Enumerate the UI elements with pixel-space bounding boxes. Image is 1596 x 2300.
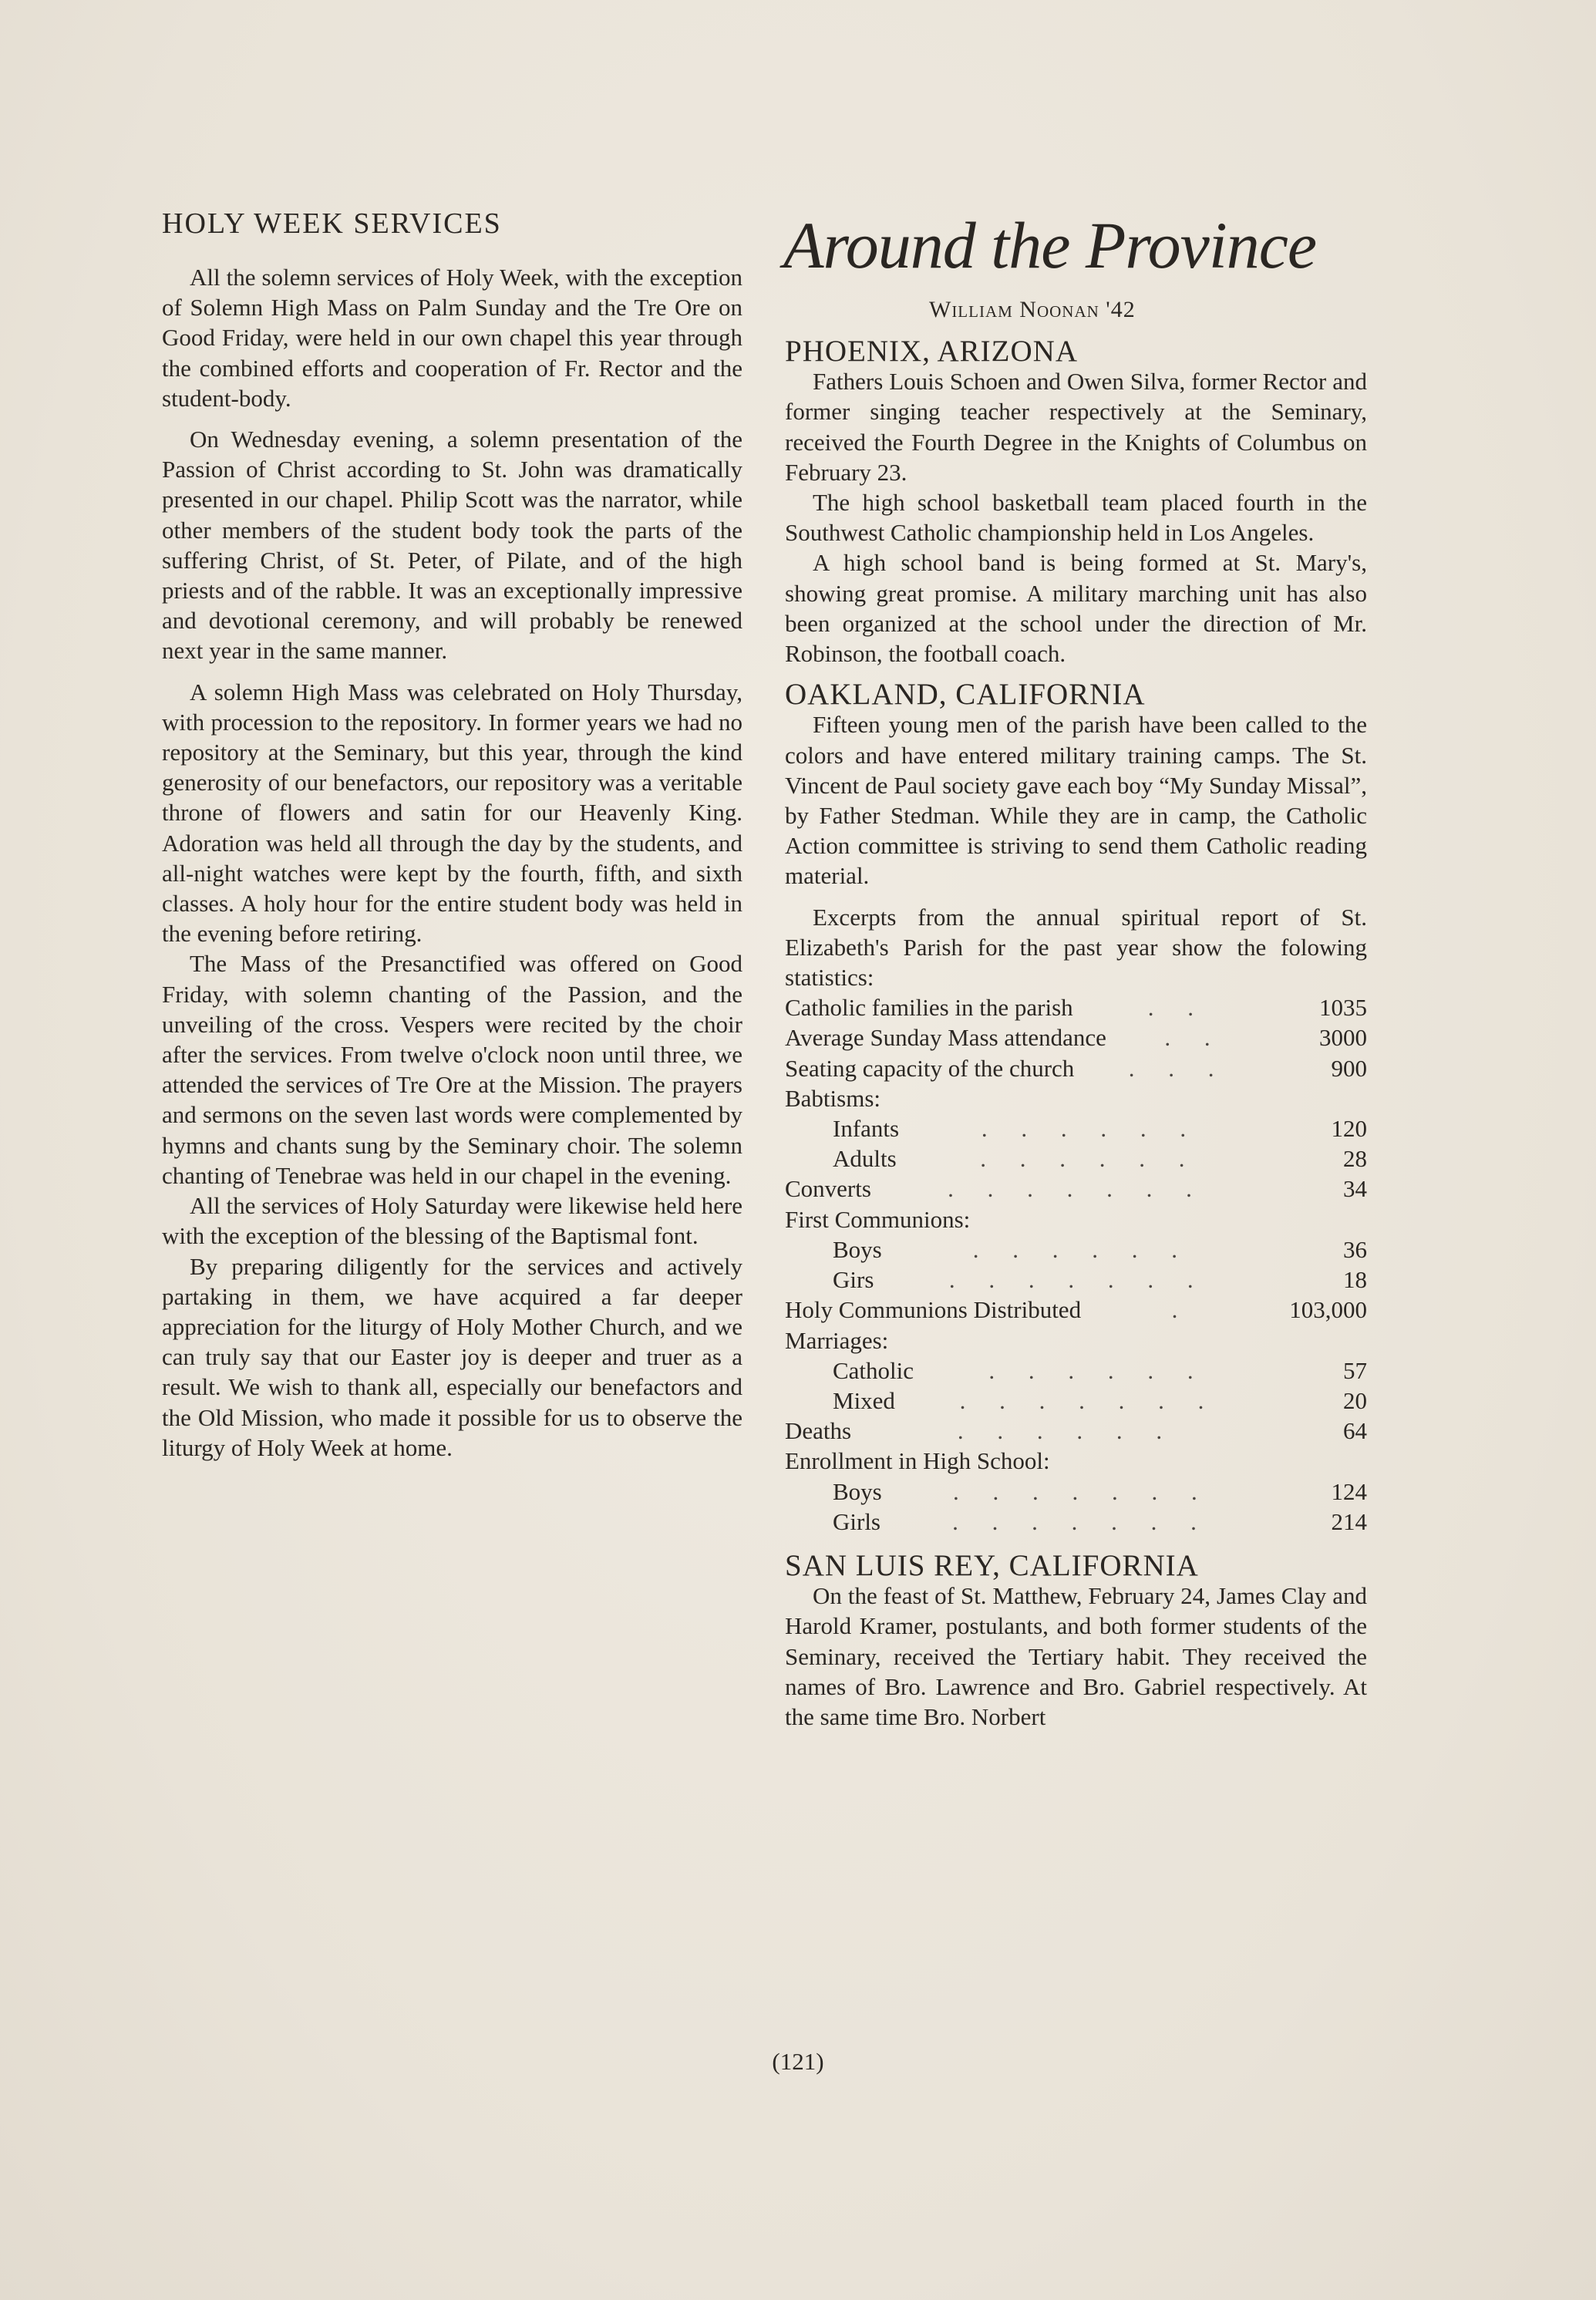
stat-row: [785, 1113, 1367, 1143]
stat-row: [785, 1355, 1367, 1386]
stat-row: [785, 1477, 1367, 1507]
stat-value: 18: [1343, 1266, 1367, 1294]
stat-label: Girls: [833, 1507, 880, 1535]
stat-row: [785, 1174, 1367, 1204]
holy-week-paragraph: All the services of Holy Saturday were likewise held here with the exception of the blessing of the Baptismal font.: [162, 1192, 742, 1250]
stat-value: 28: [1343, 1145, 1367, 1173]
stat-label: Boys: [833, 1477, 882, 1505]
phoenix-heading: PHOENIX, ARIZONA: [785, 335, 1078, 368]
stat-value: 57: [1343, 1356, 1367, 1384]
stat-label: Girs: [833, 1266, 874, 1294]
stat-value: 120: [1331, 1115, 1367, 1143]
stat-row: [785, 1143, 1367, 1174]
stat-label: Mixed: [833, 1386, 895, 1414]
phoenix-paragraph: The high school basketball team placed fourth in the Southwest Catholic championship held in Los Angeles.: [785, 489, 1367, 547]
statistics-list: [785, 992, 1367, 1537]
stat-leader: . . . . . . .: [948, 1175, 1206, 1203]
stat-label: Average Sunday Mass attendance: [785, 1024, 1106, 1052]
holy-week-paragraph: A solemn High Mass was celebrated on Holy Thursday, with procession to the repository. In former years we had no repository at the Seminary, but this year, through the kind generosity of our benefactors, our repository was a veritable throne of flowers and satin for our Heavenly King. Adoration was held all through the day by the students, and all-night watches were kept by the fourth, fifth, and sixth classes. A holy hour for the entire student body was held in the evening before retiring.: [162, 678, 742, 948]
stat-leader: . . . . . . .: [948, 1266, 1207, 1294]
stat-value: 214: [1331, 1507, 1367, 1535]
stat-row: [785, 1507, 1367, 1537]
page-number: (121): [772, 2048, 824, 2075]
stat-leader: . . .: [1128, 1054, 1228, 1082]
stat-label: Enrollment in High School:: [785, 1447, 1050, 1475]
holy-week-paragraph: All the solemn services of Holy Week, with the exception of Solemn High Mass on Palm Sunday and the Tre Ore on Good Friday, were held in our own chapel this year through the combined efforts and cooperation of Fr. Rector and the student-body.: [162, 264, 742, 412]
right-column: [785, 336, 1367, 1732]
stat-value: 124: [1331, 1477, 1367, 1505]
stat-label: Babtisms:: [785, 1084, 881, 1112]
stat-value: 3000: [1319, 1024, 1367, 1052]
stat-label: Infants: [833, 1115, 900, 1143]
stat-leader: . . . . . .: [988, 1356, 1207, 1384]
stat-value: 1035: [1319, 994, 1367, 1022]
stat-label: First Communions:: [785, 1205, 971, 1233]
stat-row: [785, 1264, 1367, 1295]
byline: William Noonan '42: [929, 297, 1136, 322]
stat-label: Seating capacity of the church: [785, 1054, 1075, 1082]
stat-label: Catholic: [833, 1356, 914, 1384]
stat-label: Holy Communions Distributed: [785, 1296, 1082, 1324]
stat-value: 103,000: [1289, 1296, 1367, 1324]
stat-row: [785, 1295, 1367, 1325]
stat-row: [785, 1386, 1367, 1416]
oakland-paragraph: Fifteen young men of the parish have been called to the colors and have entered military training camps. The St. Vincent de Paul society gave each boy “My Sunday Missal”, by Father Stedman. While they are in camp, the Catholic Action committee is striving to send them Catholic reading material.: [785, 711, 1367, 890]
stat-leader: . . . . . .: [972, 1235, 1191, 1263]
stat-row: [785, 1204, 1367, 1234]
stat-label: Deaths: [785, 1417, 852, 1445]
stat-row: [785, 1022, 1367, 1052]
stat-row: [785, 1234, 1367, 1264]
stat-value: 20: [1343, 1386, 1367, 1414]
stat-leader: . .: [1147, 994, 1207, 1022]
stat-value: 64: [1343, 1417, 1367, 1445]
stat-leader: . .: [1164, 1024, 1224, 1052]
stat-leader: . . . . . . .: [959, 1386, 1218, 1414]
left-column: [162, 262, 742, 1463]
stat-label: Boys: [833, 1235, 882, 1263]
stat-leader: .: [1171, 1296, 1192, 1324]
oakland-paragraph: Excerpts from the annual spiritual report of St. Elizabeth's Parish for the past year show the folowing statistics:: [785, 903, 1367, 992]
holy-week-paragraph: The Mass of the Presanctified was offered on Good Friday, with solemn chanting of the Passion, and the unveiling of the cross. Vespers were recited by the choir after the services. From twelve o'clock noon until three, we attended the services of Tre Ore at the Mission. The prayers and sermons on the seven last words were complemented by hymns and chants sung by the Seminary choir. The solemn chanting of Tenebrae was held in our chapel in the evening.: [162, 950, 742, 1189]
phoenix-paragraph: A high school band is being formed at St. Mary's, showing great promise. A military marching unit has also been organized at the school under the direction of Mr. Robinson, the football coach.: [785, 549, 1367, 668]
stat-value: 900: [1331, 1054, 1367, 1082]
oakland-heading: OAKLAND, CALIFORNIA: [785, 678, 1146, 712]
page-title: Around the Province: [783, 208, 1317, 282]
stat-row: [785, 992, 1367, 1022]
stat-leader: . . . . . .: [981, 1115, 1200, 1143]
phoenix-paragraph: Fathers Louis Schoen and Owen Silva, former Rector and former singing teacher respectively at the Seminary, received the Fourth Degree in the Knights of Columbus on February 23.: [785, 368, 1367, 486]
stat-row: [785, 1053, 1367, 1083]
stat-row: [785, 1446, 1367, 1476]
stat-leader: . . . . . .: [980, 1145, 1199, 1173]
stat-row: [785, 1416, 1367, 1446]
stat-label: Catholic families in the parish: [785, 994, 1073, 1022]
stat-row: [785, 1083, 1367, 1113]
stat-leader: . . . . . . .: [953, 1477, 1211, 1505]
stat-leader: . . . . . .: [957, 1417, 1177, 1445]
stat-label: Converts: [785, 1175, 871, 1203]
stat-leader: . . . . . . .: [952, 1507, 1210, 1535]
holy-week-paragraph: By preparing diligently for the services and actively partaking in them, we have acquired a far deeper appreciation for the liturgy of Holy Mother Church, and we can truly say that our Easter joy is deeper and truer as a result. We wish to thank all, especially our benefactors and the Old Mission, who made it possible for us to observe the liturgy of Holy Week at home.: [162, 1252, 742, 1461]
stat-row: [785, 1325, 1367, 1355]
stat-value: 36: [1343, 1235, 1367, 1263]
stat-value: 34: [1343, 1175, 1367, 1203]
san-luis-rey-heading: SAN LUIS REY, CALIFORNIA: [785, 1548, 1199, 1582]
stat-label: Marriages:: [785, 1326, 889, 1354]
san-luis-rey-paragraph: On the feast of St. Matthew, February 24, James Clay and Harold Kramer, postulants, and both former students of the Seminary, received the Tertiary habit. They received the names of Bro. Lawrence and Bro. Gabriel respectively. At the same time Bro. Norbert: [785, 1582, 1367, 1730]
holy-week-paragraph: On Wednesday evening, a solemn presentation of the Passion of Christ according to St. John was dramatically presented in our chapel. Philip Scott was the narrator, while other members of the student body took the parts of the suffering Christ, of St. Peter, of Pilate, and of the high priests and of the rabble. It was an exceptionally impressive and devotional ceremony, and will probably be renewed next year in the same manner.: [162, 426, 742, 665]
stat-label: Adults: [833, 1145, 897, 1173]
holy-week-heading: HOLY WEEK SERVICES: [162, 207, 502, 240]
